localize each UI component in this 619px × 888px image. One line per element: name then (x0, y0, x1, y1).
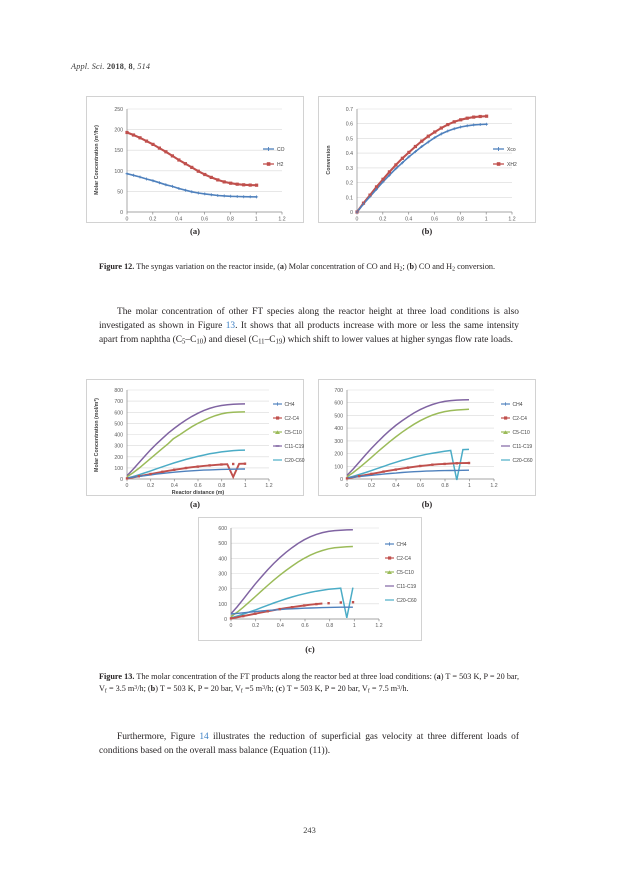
xtick-06: 0.6 (301, 623, 309, 629)
ytick-100: 100 (218, 601, 227, 608)
markers-xh2 (355, 115, 488, 214)
xtick-08: 0.8 (326, 623, 334, 629)
xtick-02: 0.2 (149, 216, 157, 223)
xaxis-title: Reactor distance (m) (171, 490, 225, 496)
figure-12b-label: (b) (421, 226, 433, 236)
chart-svg-fig13a (87, 380, 305, 497)
paragraph-2: Furthermore, Figure 14 illustrates the reduction of superficial gas velocity at three different loads of conditions based on the overall mass balance (Equation (11)). (99, 732, 519, 756)
ytick-700: 700 (334, 388, 343, 394)
xtick-06: 0.6 (416, 483, 425, 489)
xtick-06: 0.6 (430, 216, 439, 223)
xtick-04: 0.4 (276, 623, 284, 629)
plot-area-fig12b (326, 107, 517, 224)
ytick-0: 0 (350, 210, 353, 216)
ytick-200: 200 (114, 454, 123, 461)
figure-14-reference-link[interactable]: 14 (199, 732, 209, 742)
figure-13-reference-link[interactable]: 13 (225, 320, 236, 331)
xtick-08: 0.8 (456, 216, 464, 223)
figure-12b (318, 96, 536, 236)
chart-svg-fig12a (87, 97, 305, 224)
legend-label-ch4: CH4 (396, 541, 407, 548)
figure-12-caption-label: Figure 12. (99, 262, 135, 271)
xtick-08: 0.8 (441, 483, 449, 489)
ytick-500: 500 (334, 413, 343, 420)
page-number: 243 (303, 826, 316, 835)
xtick-0: 0 (125, 483, 129, 489)
xtick-08: 0.8 (218, 483, 226, 489)
xtick-1: 1 (468, 483, 471, 489)
ytick-250: 250 (114, 107, 123, 113)
legend-label-c20c60: C20-C60 (396, 597, 417, 604)
xtick-12: 1.2 (375, 623, 383, 629)
ytick-200: 200 (334, 451, 343, 458)
ytick-0: 0 (340, 477, 343, 483)
legend-fig13c (385, 542, 417, 604)
xtick-12: 1.2 (508, 216, 516, 223)
figure-12a-label: (a) (190, 226, 200, 236)
legend-fig13b (501, 402, 533, 464)
ytick-300: 300 (334, 438, 343, 445)
xtick-02: 0.2 (367, 483, 376, 489)
legend-label-c2c4: C2-C4 (396, 555, 411, 562)
ytick-500: 500 (114, 421, 123, 428)
legend-label-c20c60: C20-C60 (512, 457, 533, 464)
xtick-06: 0.6 (200, 216, 209, 223)
plot-area-fig13c (218, 526, 416, 629)
figure-13-caption-label: Figure 13. (99, 672, 135, 681)
plot-area-fig13a (94, 388, 305, 496)
figure-12a (86, 96, 304, 236)
ytick-400: 400 (114, 432, 123, 439)
figure-13b-label: (b) (421, 499, 433, 509)
chart-svg-fig12b (319, 97, 537, 224)
figure-13a (86, 379, 304, 509)
figure-13-caption (99, 671, 519, 695)
ytick-300: 300 (218, 571, 227, 578)
ytick-400: 400 (218, 556, 227, 563)
ytick-500: 500 (218, 541, 227, 548)
ytick-600: 600 (114, 410, 123, 417)
xtick-0: 0 (125, 216, 129, 223)
plot-area-fig13b (334, 388, 532, 489)
yaxis-title: Molar Concentration (mol/m³) (94, 398, 100, 472)
ytick-0: 0 (120, 210, 123, 216)
xtick-0: 0 (229, 623, 233, 629)
legend-label-c5c10: C5-C10 (396, 569, 414, 576)
xtick-04: 0.4 (392, 483, 400, 489)
figure-12-caption-text: The syngas variation on the reactor inside, (a) Molar concentration of CO and $H_2$; (b) CO and $H_2$ conversion. (134, 262, 496, 273)
ytick-600: 600 (218, 526, 227, 532)
legend-label-c2c4: C2-C4 (512, 415, 527, 422)
ytick-07: 0.7 (345, 107, 353, 113)
yaxis-title: Conversion (326, 145, 332, 175)
legend-label-c2c4: C2-C4 (284, 415, 299, 422)
legend-label-h2: H2 (277, 162, 284, 168)
ytick-300: 300 (114, 443, 123, 450)
xtick-12: 1.2 (490, 483, 498, 489)
figure-13-row-1 (86, 379, 536, 509)
legend-fig12b (493, 147, 517, 168)
legend-fig13a (273, 402, 305, 464)
journal-year: 2018 (106, 62, 125, 71)
chart-fig12a (86, 96, 304, 223)
journal-article: 514 (137, 62, 151, 71)
paragraph-1: The molar concentration of other FT species along the reactor height at three load conditions is also investigated as shown in Figure 13. It shows that all products increase with more or less the same intensity apart from naphtha $(C_5-C_{10})$ and diesel $(C_{11}-C_{19})$ which shift to lower values at higher syngas flow rate loads. (99, 307, 519, 346)
legend-label-c11c19: C11-C19 (284, 443, 305, 450)
xtick-1: 1 (254, 216, 258, 223)
ytick-400: 400 (334, 426, 343, 433)
figure-13b (318, 379, 536, 509)
plot-area-fig12a (94, 107, 286, 224)
ytick-100: 100 (334, 464, 343, 471)
ytick-200: 200 (114, 127, 123, 134)
xtick-02: 0.2 (252, 623, 260, 629)
legend-label-xco: Xco (507, 147, 516, 153)
legend-label-c11c19: C11-C19 (396, 583, 417, 590)
ytick-04: 0.4 (345, 151, 353, 158)
ytick-100: 100 (114, 465, 123, 472)
legend-label-ch4: CH4 (284, 401, 295, 408)
figure-13a-label: (a) (190, 499, 200, 509)
chart-svg-fig13c (199, 518, 423, 642)
ytick-700: 700 (114, 399, 123, 406)
xtick-06: 0.6 (194, 483, 202, 489)
legend-label-co: CO (277, 147, 285, 153)
running-head: Appl. Sci. 2018, 8, 514 (71, 62, 151, 71)
legend-label-ch4: CH4 (512, 401, 523, 408)
ytick-0: 0 (120, 477, 123, 483)
legend-label-c20c60: C20-C60 (284, 457, 305, 464)
ytick-03: 0.3 (345, 165, 353, 172)
figure-13-row-2 (198, 517, 422, 654)
ytick-600: 600 (334, 400, 343, 407)
legend-label-c11c19: C11-C19 (512, 443, 533, 450)
legend-label-xh2: XH2 (507, 162, 517, 168)
journal-volume: 8 (128, 62, 133, 71)
ytick-200: 200 (218, 586, 227, 593)
journal-name: Appl. Sci. (71, 62, 105, 71)
ytick-50: 50 (117, 189, 123, 196)
xtick-02: 0.2 (379, 216, 387, 223)
ytick-02: 0.2 (345, 180, 353, 187)
ytick-150: 150 (114, 148, 123, 155)
figure-12-caption (99, 261, 519, 274)
xtick-1: 1 (352, 623, 356, 629)
chart-fig13c (198, 517, 422, 641)
ytick-100: 100 (114, 168, 123, 175)
xtick-04: 0.4 (405, 216, 413, 223)
yaxis-title: Molar Concentration (m³/hr) (94, 125, 100, 195)
xtick-1: 1 (243, 483, 247, 489)
xtick-12: 1.2 (278, 216, 286, 223)
xtick-1: 1 (484, 216, 488, 223)
figure-12-row (86, 96, 536, 236)
chart-fig12b (318, 96, 536, 223)
xtick-04: 0.4 (170, 483, 178, 489)
ytick-800: 800 (114, 388, 123, 394)
xtick-02: 0.2 (147, 483, 155, 489)
ytick-05: 0.5 (345, 136, 353, 143)
ytick-0: 0 (224, 617, 227, 623)
xtick-12: 1.2 (265, 483, 273, 489)
xtick-0: 0 (345, 483, 349, 489)
xtick-0: 0 (355, 216, 359, 223)
ytick-01: 0.1 (345, 195, 353, 202)
figure-13c (198, 517, 422, 654)
chart-svg-fig13b (319, 380, 537, 497)
legend-label-c5c10: C5-C10 (284, 429, 302, 436)
xtick-04: 0.4 (175, 216, 183, 223)
ytick-06: 0.6 (345, 121, 353, 128)
chart-fig13b (318, 379, 536, 496)
figure-13c-label: (c) (305, 644, 315, 654)
chart-fig13a (86, 379, 304, 496)
legend-label-c5c10: C5-C10 (512, 429, 530, 436)
xtick-08: 0.8 (226, 216, 234, 223)
figure-13-caption-text: The molar concentration of the FT products along the reactor bed at three load conditions: (a) T = 503 K, P = 20 bar, $V_f = 3.5$ $m^3/h$; (b) T = 503 K, P = 20 bar, $V_f =5$ $m^3/h$; (c) T = 503 K, P = 20 bar, $V_f = 7.5$ $m^3/h$. (99, 672, 519, 694)
